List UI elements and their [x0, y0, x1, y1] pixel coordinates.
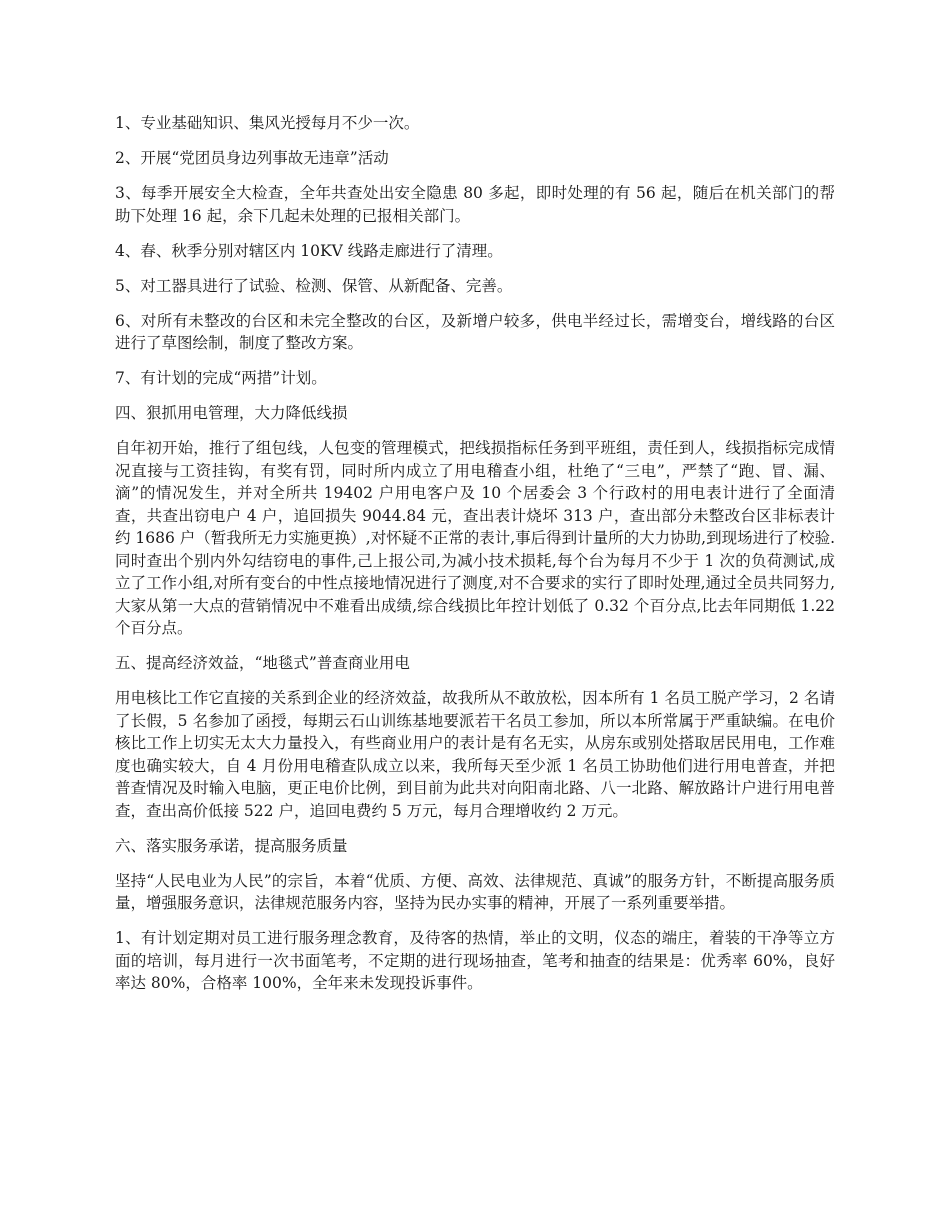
item-6-rectification-plan: 6、对所有未整改的台区和未完全整改的台区，及新增户较多，供电半经过长，需增变台，增线路的台区进行了草图绘制，制度了整改方案。	[115, 311, 835, 352]
section-heading-5: 五、提高经济效益，“地毯式”普查商业用电	[115, 654, 410, 672]
item-5-tool-maintenance: 5、对工器具进行了试验、检测、保管、从新配备、完善。	[115, 276, 513, 295]
item-3-safety-inspection: 3、每季开展安全大检查，全年共查处出安全隐患 80 多起，即时处理的有 56 起，随后在机关部门的帮助下处理 16 起，余下几起未处理的已报相关部门。	[115, 184, 835, 225]
section-5-body: 用电核比工作它直接的关系到企业的经济效益，故我所从不敢放松，因本所有 1 名员工脱产学习，2 名请了长假，5 名参加了函授，每期云石山训练基地要派若干名员工参加，所以本所常属于严重缺编。在电价核比工作上切实无太大力量投入，有些商业用户的表计是有名无实，从房东或别处搭取居民用电，工作难度也确实较大，自 4 月份用电稽查队成立以来，我所每天至少派 1 名员工协助他们进行用电普查，并把普查情况及时输入电脑，更正电价比例，到目前为此共对向阳南北路、八一北路、解放路计户进行用电普查，查出高价低接 522 户，追回电费约 5 万元，每月合理增收约 2 万元。	[115, 689, 835, 820]
item-7-two-measures-plan: 7、有计划的完成“两措”计划。	[115, 369, 327, 387]
item-2-no-violation-campaign: 2、开展“党团员身边列事故无违章”活动	[115, 149, 389, 167]
section-6-item-1: 1、有计划定期对员工进行服务理念教育，及待客的热情，举止的文明，仪态的端庄，着装的干净等立方面的培训，每月进行一次书面笔考，不定期的进行现场抽查，笔考和抽查的结果是：优秀率 60%，良好率达 80%，合格率 100%，全年来未发现投诉事件。	[115, 929, 835, 992]
section-heading-4: 四、狠抓用电管理，大力降低线损	[115, 404, 348, 422]
document-body	[115, 112, 835, 1007]
section-6-intro: 坚持“人民电业为人民”的宗旨，本着“优质、方便、高效、法律规范、真诚”的服务方针，不断提高服务质量，增强服务意识，法律规范服务内容，坚持为民办实事的精神，开展了一系列重要举措。	[115, 871, 835, 912]
section-heading-6: 六、落实服务承诺，提高服务质量	[115, 836, 348, 855]
section-4-body: 自年初开始，推行了组包线，人包变的管理模式，把线损指标任务到平班组，责任到人，线损指标完成情况直接与工资挂钩，有奖有罚，同时所内成立了用电稽查小组，杜绝了“三电”，严禁了“跑、冒、漏、滴”的情况发生，并对全所共 19402 户用电客户及 10 个居委会 3 个行政村的用电表计进行了全面清查，共查出窃电户 4 户，追回损失 9044.84 元，查出表计烧坏 313 户，查出部分未整改台区非标表计约 1686 户（暂我所无力实施更换）,对怀疑不正常的表计,事后得到计量所的大力协助,到现场进行了校验.同时查出个别内外勾结窃电的事件,己上报公司,为减小技术损耗,每个台为每月不少于 1 次的负荷测试,成立了工作小组,对所有变台的中性点接地情况进行了测度,对不合要求的实行了即时处理,通过全员共同努力,大家从第一大点的营销情况中不难看出成绩,综合线损比年控计划低了 0.32 个百分点,比去年同期低 1.22 个百分点。	[115, 439, 836, 637]
item-4-line-corridor-cleanup: 4、春、秋季分别对辖区内 10KV 线路走廊进行了清理。	[115, 241, 503, 260]
item-1-basic-training: 1、专业基础知识、集风光授每月不少一次。	[115, 114, 420, 132]
